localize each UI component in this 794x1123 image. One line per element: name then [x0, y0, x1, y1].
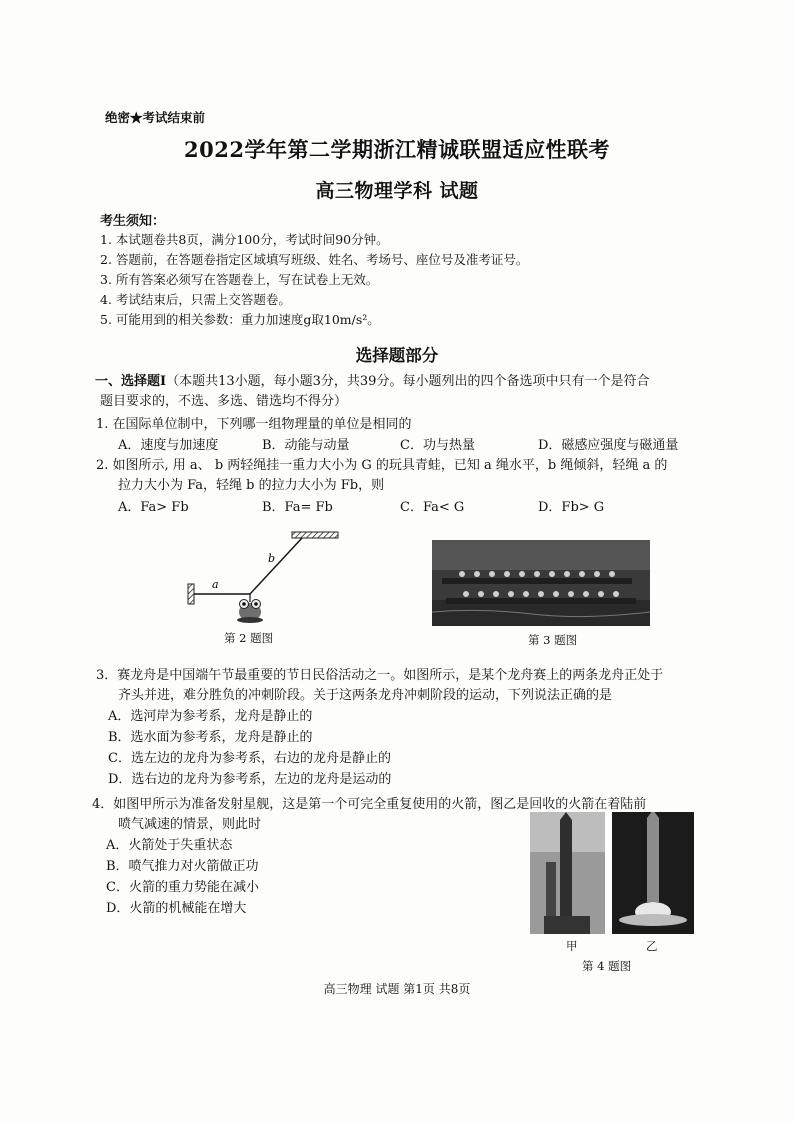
- ceiling-support: [292, 532, 338, 538]
- q2-option-d: D．Fb> G: [538, 500, 605, 515]
- rocket-on-pad-image: [530, 812, 605, 934]
- q2-figure: [180, 528, 350, 628]
- q2-option-b: B．Fa= Fb: [262, 500, 333, 515]
- notice-item: 3. 所有答案必须写在答题卷上，写在试卷上无效。: [100, 272, 379, 287]
- rocket-landing-image: [612, 812, 694, 934]
- q2-caption: 第 2 题图: [224, 631, 274, 645]
- notice-item: 5. 可能用到的相关参数：重力加速度g取10m/s²。: [100, 312, 380, 327]
- q1-option-d: D．磁感应强度与磁通量: [538, 438, 679, 453]
- q4-caption: 第 4 题图: [582, 959, 632, 973]
- q2-stem-line1: 2. 如图所示, 用 a、 b 两轻绳挂一重力大小为 G 的玩具青蛙，已知 a 绳水平，b 绳倾斜，轻绳 a 的: [96, 458, 668, 473]
- label-yi: 乙: [646, 939, 658, 953]
- label-b: b: [268, 552, 276, 565]
- dragon-boat-image: [432, 540, 650, 626]
- notice-item: 2. 答题前，在答题卷指定区域填写班级、姓名、考场号、座位号及准考证号。: [100, 252, 529, 267]
- rocket-landing-photo: [612, 812, 694, 934]
- q2-option-c: C．Fa< G: [400, 500, 465, 515]
- label-a: a: [212, 578, 219, 591]
- rocket-launch-photo: [530, 812, 605, 934]
- part1-intro: [95, 370, 649, 389]
- label-jia: 甲: [566, 939, 578, 953]
- page-footer: 高三物理 试题 第1页 共8页: [323, 982, 471, 996]
- part1-label: 一、选择题Ⅰ: [95, 374, 167, 389]
- notice-item: 4. 考试结束后，只需上交答题卷。: [100, 292, 291, 307]
- q3-option-b: B．选水面为参考系，龙舟是静止的: [108, 730, 313, 745]
- q1-option-b: B．动能与动量: [262, 438, 350, 453]
- q2-stem-line2: 拉力大小为 Fa，轻绳 b 的拉力大小为 Fb，则: [118, 478, 385, 493]
- q4-option-b: B．喷气推力对火箭做正功: [106, 859, 259, 874]
- notice-item: 1. 本试题卷共8页，满分100分，考试时间90分钟。: [100, 232, 389, 247]
- wall-support: [188, 584, 194, 604]
- q4-option-c: C．火箭的重力势能在减小: [106, 880, 259, 895]
- q3-option-d: D．选右边的龙舟为参考系，左边的龙舟是运动的: [108, 772, 392, 787]
- q3-option-a: A．选河岸为参考系，龙舟是静止的: [108, 709, 313, 724]
- q3-caption: 第 3 题图: [528, 633, 578, 647]
- exam-title: 2022学年第二学期浙江精诚联盟适应性联考: [184, 137, 610, 162]
- q1-option-c: C．功与热量: [400, 438, 475, 453]
- q4-option-d: D．火箭的机械能在增大: [106, 901, 247, 916]
- q1-option-a: A．速度与加速度: [118, 438, 219, 453]
- notice-heading: 考生须知：: [100, 214, 166, 229]
- dragon-boat-photo: [432, 540, 650, 626]
- q4-option-a: A．火箭处于失重状态: [106, 838, 233, 853]
- part1-desc-2: 题目要求的，不选、多选、错选均不得分）: [100, 394, 348, 409]
- section-title: 选择题部分: [355, 346, 439, 365]
- q3-stem-line2: 齐头并进，难分胜负的冲刺阶段。关于这两条龙舟冲刺阶段的运动，下列说法正确的是: [118, 688, 613, 703]
- part1-desc: （本题共13小题，每小题3分，共39分。每小题列出的四个备选项中只有一个是符合: [166, 374, 650, 389]
- frog-toy-icon: [237, 600, 263, 624]
- q3-stem-line1: 3．赛龙舟是中国端午节最重要的节日民俗活动之一。如图所示，是某个龙舟赛上的两条龙舟正处于: [96, 668, 664, 683]
- q2-option-a: A．Fa> Fb: [118, 500, 189, 515]
- rope-b: [250, 538, 302, 594]
- q1-stem: 1. 在国际单位制中，下列哪一组物理量的单位是相同的: [96, 417, 412, 432]
- q4-stem-line2: 喷气减速的情景，则此时: [118, 817, 262, 832]
- confidential-mark: 绝密★考试结束前: [105, 110, 206, 125]
- q3-option-c: C．选左边的龙舟为参考系，右边的龙舟是静止的: [108, 751, 391, 766]
- q4-stem-line1: 4．如图甲所示为准备发射星舰，这是第一个可完全重复使用的火箭，图乙是回收的火箭在着陆前: [92, 797, 647, 812]
- exam-subtitle: 高三物理学科 试题: [315, 180, 479, 202]
